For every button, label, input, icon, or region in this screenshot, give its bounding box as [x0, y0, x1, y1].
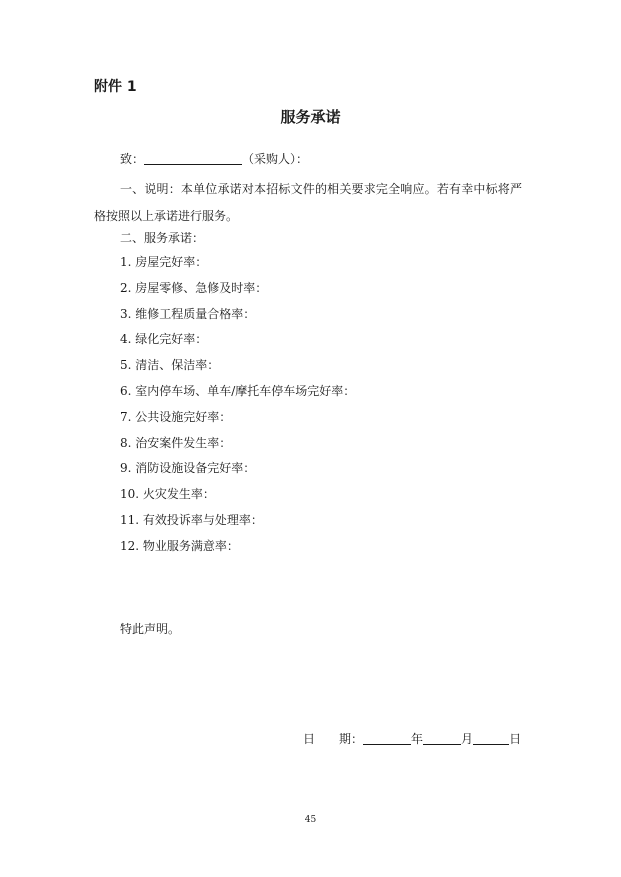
- list-item: 4. 绿化完好率：: [120, 332, 208, 347]
- list-item: 8. 治安案件发生率：: [120, 435, 232, 450]
- commitment-list: [120, 254, 355, 564]
- year-label: 年: [411, 732, 424, 746]
- list-item: 6. 室内停车场、单车/摩托车停车场完好率：: [120, 383, 356, 398]
- recipient-line: [120, 150, 308, 167]
- year-blank: [363, 732, 411, 745]
- list-item: 3. 维修工程质量合格率：: [120, 306, 256, 321]
- list-item: 5. 清洁、保洁率：: [120, 358, 220, 373]
- statement-paragraph: 一、说明：本单位承诺对本招标文件的相关要求完全响应。若有幸中标将严格按照以上承诺进行服务。: [94, 182, 522, 223]
- page-title: 服务承诺: [280, 108, 341, 126]
- recipient-blank: [144, 152, 242, 165]
- month-label: 月: [461, 732, 474, 746]
- page-number: 45: [304, 815, 317, 825]
- recipient-suffix: （采购人）：: [242, 152, 309, 166]
- month-blank: [423, 732, 461, 745]
- list-item: 7. 公共设施完好率：: [120, 409, 232, 424]
- date-line: [303, 730, 521, 747]
- list-item: 12. 物业服务满意率：: [120, 538, 239, 553]
- list-item: 2. 房屋零修、急修及时率：: [120, 280, 268, 295]
- day-label: 日: [509, 732, 522, 746]
- date-label-ri: 日: [303, 732, 316, 746]
- recipient-prefix: 致：: [120, 152, 145, 166]
- list-item: 1. 房屋完好率：: [120, 255, 208, 269]
- closing-statement: 特此声明。: [120, 622, 181, 636]
- list-item: 10. 火灾发生率：: [120, 487, 215, 502]
- date-label-qi: 期：: [339, 732, 364, 746]
- day-blank: [473, 732, 509, 745]
- commitments-heading: 二、服务承诺：: [120, 231, 205, 245]
- list-item: 11. 有效投诉率与处理率：: [120, 512, 263, 527]
- list-item: 9. 消防设施设备完好率：: [120, 461, 256, 476]
- attachment-label: 附件 1: [94, 79, 137, 95]
